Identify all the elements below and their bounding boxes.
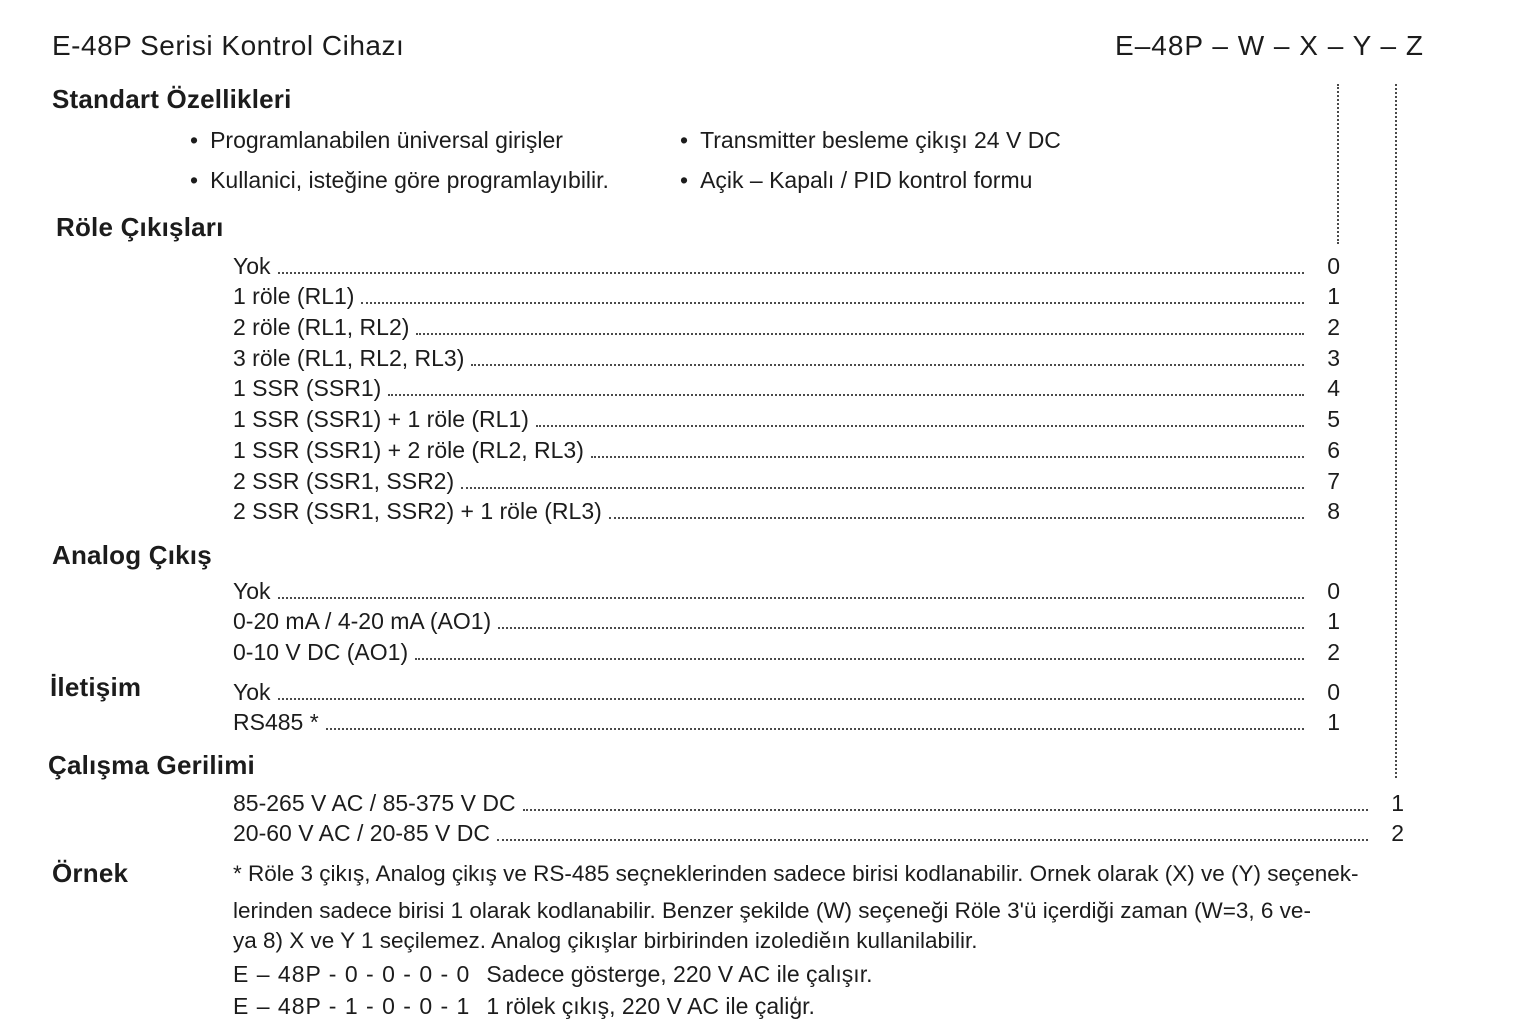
option-code: 1 <box>1327 709 1340 736</box>
calisma-options-list <box>233 786 1404 847</box>
option-row <box>233 402 1340 433</box>
option-row <box>233 817 1404 848</box>
dotted-leader <box>497 839 1368 841</box>
example-code: E – 48P - 1 - 0 - 0 - 1 <box>233 993 471 1019</box>
option-row <box>233 464 1340 495</box>
example-row <box>233 961 872 988</box>
option-code: 5 <box>1327 406 1340 433</box>
option-label: 3 röle (RL1, RL2, RL3) <box>233 344 465 371</box>
feature-bullet: • Transmitter besleme çikışı 24 V DC <box>680 127 1061 154</box>
page-title: E-48P Serisi Kontrol Cihazı <box>52 30 405 61</box>
option-code: 4 <box>1327 375 1340 402</box>
example-description: 1 rölek çıkış, 220 V AC ile çaliģr. <box>486 993 815 1019</box>
dotted-leader <box>361 302 1304 304</box>
order-code: E–48P – W – X – Y – Z <box>1115 30 1424 61</box>
option-row <box>233 605 1340 636</box>
option-row <box>233 635 1340 666</box>
option-code: 1 <box>1327 283 1340 310</box>
option-code: 2 <box>1327 639 1340 666</box>
option-row <box>233 280 1340 311</box>
analog-options-list <box>233 574 1340 666</box>
option-row <box>233 310 1340 341</box>
option-code: 0 <box>1327 252 1340 279</box>
code-connector-line-left <box>1337 84 1339 244</box>
option-code: 3 <box>1327 344 1340 371</box>
iletisim-options-list <box>233 675 1340 736</box>
option-label: 2 SSR (SSR1, SSR2) + 1 röle (RL3) <box>233 498 602 525</box>
option-code: 0 <box>1327 678 1340 705</box>
option-row <box>233 341 1340 372</box>
feature-bullet: • Kullanici, isteğine göre programlayıbilir. <box>190 167 609 194</box>
option-row <box>233 786 1404 817</box>
dotted-leader <box>326 728 1304 730</box>
option-code: 0 <box>1327 577 1340 604</box>
example-paragraph-line: * Röle 3 çikış, Analog çikış ve RS-485 seçneklerinden sadece birisi kodlanabilir. Ornek olarak (X) ve (Y) seçenek- <box>233 861 1359 886</box>
option-row <box>233 574 1340 605</box>
option-row <box>233 706 1340 737</box>
option-label: 20-60 V AC / 20-85 V DC <box>233 820 490 847</box>
option-code: 2 <box>1327 314 1340 341</box>
option-label: RS485 * <box>233 709 319 736</box>
option-label: 1 SSR (SSR1) <box>233 375 382 402</box>
dotted-leader <box>416 333 1304 335</box>
option-label: 85-265 V AC / 85-375 V DC <box>233 789 516 816</box>
code-connector-line-right <box>1395 84 1397 778</box>
option-label: 1 röle (RL1) <box>233 283 355 310</box>
section-heading-role-cikislari: Röle Çıkışları <box>56 212 224 242</box>
feature-bullet: • Açik – Kapalı / PID kontrol formu <box>680 167 1061 194</box>
example-row <box>233 993 815 1020</box>
dotted-leader <box>591 456 1304 458</box>
dotted-leader <box>498 627 1304 629</box>
option-row <box>233 675 1340 706</box>
option-label: 1 SSR (SSR1) + 2 röle (RL2, RL3) <box>233 436 584 463</box>
role-options-list <box>233 249 1340 525</box>
dotted-leader <box>278 597 1304 599</box>
option-label: 2 SSR (SSR1, SSR2) <box>233 467 455 494</box>
section-heading-standart-ozellikleri: Standart Özellikleri <box>52 84 292 114</box>
dotted-leader <box>523 809 1368 811</box>
example-code: E – 48P - 0 - 0 - 0 - 0 <box>233 961 471 987</box>
option-label: Yok <box>233 577 271 604</box>
dotted-leader <box>278 272 1304 274</box>
option-label: 2 röle (RL1, RL2) <box>233 314 410 341</box>
section-heading-analog-cikis: Analog Çıkış <box>52 540 212 570</box>
option-code: 2 <box>1391 820 1404 847</box>
option-label: 0-20 mA / 4-20 mA (AO1) <box>233 608 492 635</box>
option-label: 1 SSR (SSR1) + 1 röle (RL1) <box>233 406 529 433</box>
dotted-leader <box>278 698 1304 700</box>
option-code: 1 <box>1327 608 1340 635</box>
option-code: 1 <box>1391 789 1404 816</box>
dotted-leader <box>388 394 1304 396</box>
option-code: 6 <box>1327 436 1340 463</box>
option-row <box>233 372 1340 403</box>
dotted-leader <box>536 425 1304 427</box>
option-row <box>233 495 1340 526</box>
section-heading-iletisim: İletişim <box>50 672 142 702</box>
option-code: 8 <box>1327 498 1340 525</box>
example-paragraph-line: ya 8) X ve Y 1 seçilemez. Analog çikışlar birbirinden izolediĕın kullanilabilir. <box>233 928 978 953</box>
option-code: 7 <box>1327 467 1340 494</box>
option-label: Yok <box>233 252 271 279</box>
feature-bullet: • Programlanabilen üniversal girişler <box>190 127 609 154</box>
dotted-leader <box>471 364 1304 366</box>
dotted-leader <box>461 487 1304 489</box>
option-row <box>233 433 1340 464</box>
dotted-leader <box>415 658 1304 660</box>
option-label: Yok <box>233 678 271 705</box>
example-paragraph-line: lerinden sadece birisi 1 olarak kodlanabilir. Benzer şekilde (W) seçeneği Röle 3'ü içerdiği zaman (W=3, 6 ve- <box>233 898 1311 923</box>
section-heading-ornek: Örnek <box>52 858 129 888</box>
section-heading-calisma-gerilimi: Çalışma Gerilimi <box>48 750 255 780</box>
option-label: 0-10 V DC (AO1) <box>233 639 409 666</box>
option-row <box>233 249 1340 280</box>
example-description: Sadece gösterge, 220 V AC ile çalışır. <box>486 961 873 987</box>
dotted-leader <box>609 517 1304 519</box>
